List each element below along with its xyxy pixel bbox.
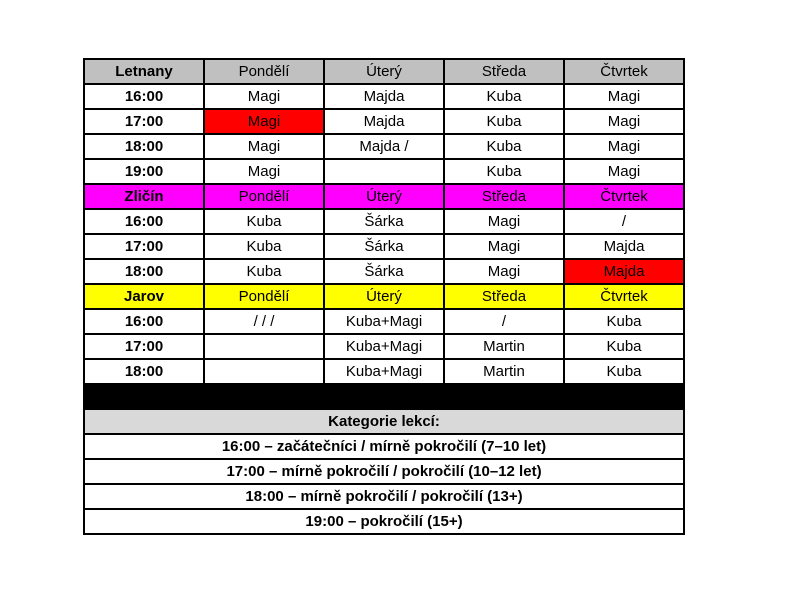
section-header-row (84, 184, 684, 209)
legend-item: 18:00 – mírně pokročilí / pokročilí (13+) (84, 484, 684, 509)
day-header-cell: Středa (444, 184, 564, 209)
schedule-cell: Kuba (444, 109, 564, 134)
time-cell: 18:00 (84, 134, 204, 159)
section-title-cell: Jarov (84, 284, 204, 309)
table-row (84, 359, 684, 384)
separator-cell (84, 384, 684, 409)
day-header-cell: Pondělí (204, 184, 324, 209)
schedule-table-body (84, 59, 684, 534)
schedule-cell: / (564, 209, 684, 234)
day-header-cell: Čtvrtek (564, 284, 684, 309)
schedule-cell: Šárka (324, 234, 444, 259)
schedule-cell: Kuba (204, 234, 324, 259)
time-cell: 16:00 (84, 84, 204, 109)
time-cell: 18:00 (84, 259, 204, 284)
section-title-cell: Zličín (84, 184, 204, 209)
section-title-cell: Letnany (84, 59, 204, 84)
schedule-cell: Majda / (324, 134, 444, 159)
section-header-row (84, 59, 684, 84)
day-header-cell: Středa (444, 59, 564, 84)
schedule-cell: Šárka (324, 259, 444, 284)
schedule-cell: Kuba (444, 159, 564, 184)
table-row (84, 159, 684, 184)
schedule-cell (324, 159, 444, 184)
schedule-cell: Kuba+Magi (324, 359, 444, 384)
legend-item-row (84, 484, 684, 509)
schedule-cell: Kuba (564, 359, 684, 384)
schedule-cell: Kuba (204, 209, 324, 234)
legend-item: 17:00 – mírně pokročilí / pokročilí (10–12 let) (84, 459, 684, 484)
legend-item-row (84, 434, 684, 459)
schedule-cell: Šárka (324, 209, 444, 234)
time-cell: 18:00 (84, 359, 204, 384)
schedule-cell: Majda (324, 109, 444, 134)
schedule-cell: Majda (324, 84, 444, 109)
schedule-cell: Magi (204, 159, 324, 184)
table-row (84, 309, 684, 334)
day-header-cell: Pondělí (204, 284, 324, 309)
schedule-cell: Kuba (444, 84, 564, 109)
schedule-cell: Magi (204, 109, 324, 134)
legend-item: 19:00 – pokročilí (15+) (84, 509, 684, 534)
separator-row (84, 384, 684, 409)
schedule-cell: / / / (204, 309, 324, 334)
schedule-cell: Magi (444, 209, 564, 234)
schedule-cell (204, 334, 324, 359)
schedule-table (83, 58, 685, 535)
schedule-cell: Martin (444, 334, 564, 359)
time-cell: 17:00 (84, 109, 204, 134)
schedule-cell: Kuba+Magi (324, 334, 444, 359)
day-header-cell: Pondělí (204, 59, 324, 84)
day-header-cell: Úterý (324, 59, 444, 84)
table-row (84, 209, 684, 234)
time-cell: 17:00 (84, 234, 204, 259)
day-header-cell: Čtvrtek (564, 184, 684, 209)
table-row (84, 234, 684, 259)
schedule-cell: Majda (564, 234, 684, 259)
time-cell: 17:00 (84, 334, 204, 359)
section-header-row (84, 284, 684, 309)
table-row (84, 134, 684, 159)
day-header-cell: Úterý (324, 284, 444, 309)
day-header-cell: Čtvrtek (564, 59, 684, 84)
schedule-cell (204, 359, 324, 384)
schedule-cell: Magi (444, 259, 564, 284)
schedule-cell: Kuba (444, 134, 564, 159)
schedule-cell: Majda (564, 259, 684, 284)
day-header-cell: Středa (444, 284, 564, 309)
table-row (84, 109, 684, 134)
schedule-cell: Magi (564, 134, 684, 159)
schedule-cell: Magi (204, 134, 324, 159)
schedule-cell: Magi (564, 159, 684, 184)
time-cell: 16:00 (84, 309, 204, 334)
schedule-cell: Martin (444, 359, 564, 384)
table-row (84, 84, 684, 109)
legend-item-row (84, 509, 684, 534)
legend-title-row (84, 409, 684, 434)
time-cell: 16:00 (84, 209, 204, 234)
schedule-cell: Magi (444, 234, 564, 259)
schedule-cell: Kuba (564, 334, 684, 359)
schedule-cell: / (444, 309, 564, 334)
schedule-cell: Magi (204, 84, 324, 109)
schedule-cell: Kuba (564, 309, 684, 334)
schedule-cell: Magi (564, 109, 684, 134)
schedule-cell: Kuba+Magi (324, 309, 444, 334)
legend-item: 16:00 – začátečníci / mírně pokročilí (7–10 let) (84, 434, 684, 459)
legend-title: Kategorie lekcí: (84, 409, 684, 434)
schedule-cell: Magi (564, 84, 684, 109)
time-cell: 19:00 (84, 159, 204, 184)
legend-item-row (84, 459, 684, 484)
schedule-cell: Kuba (204, 259, 324, 284)
schedule-document (83, 58, 685, 535)
table-row (84, 334, 684, 359)
day-header-cell: Úterý (324, 184, 444, 209)
table-row (84, 259, 684, 284)
